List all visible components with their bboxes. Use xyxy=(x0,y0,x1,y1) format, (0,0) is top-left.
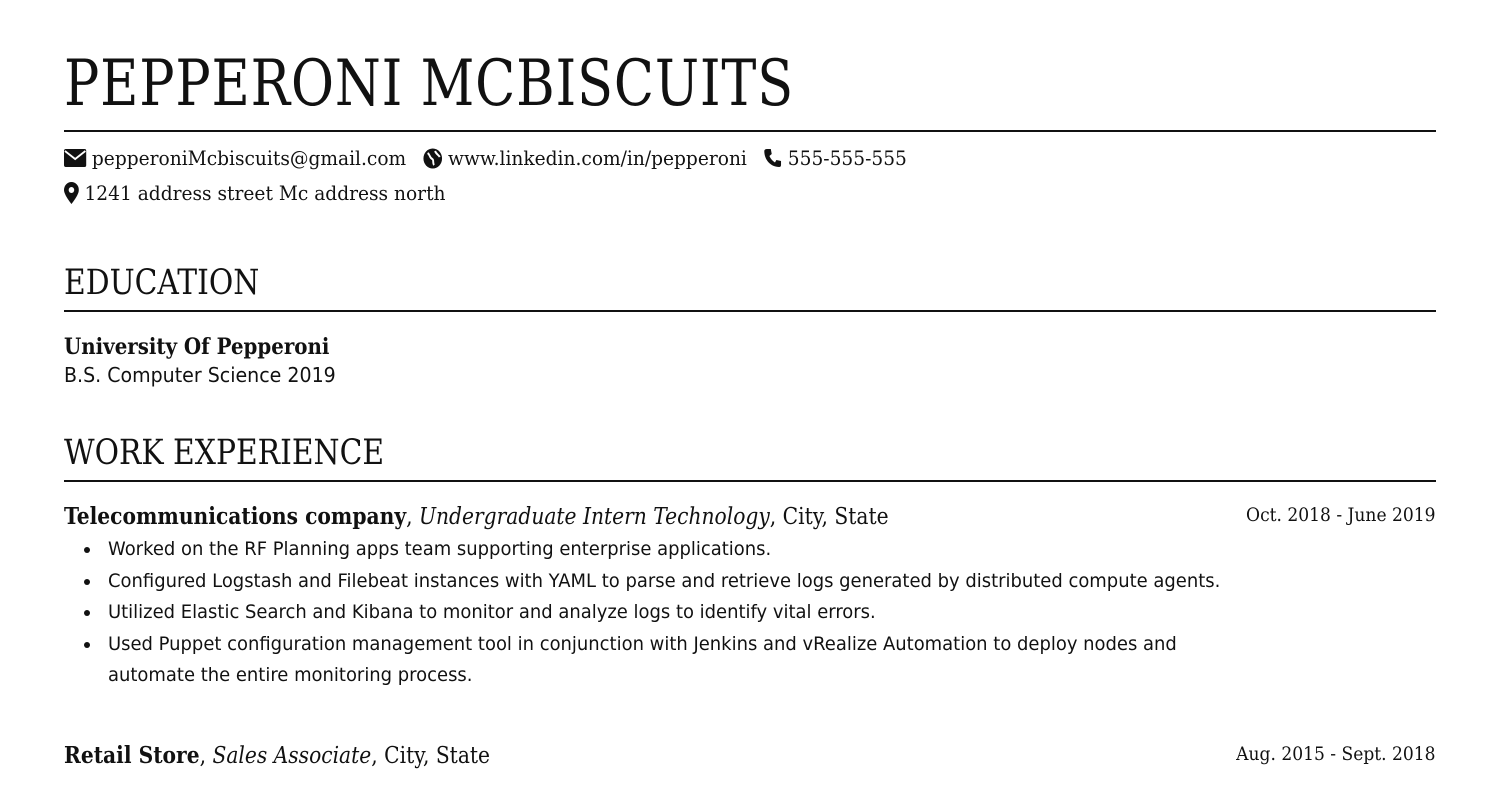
degree-text: B.S. Computer Science 2019 xyxy=(64,363,336,387)
work-section-title: WORK EXPERIENCE xyxy=(64,433,385,473)
education-divider xyxy=(64,310,1436,312)
list-item xyxy=(64,566,1436,598)
job-heading: Retail Store, Sales Associate, City, State xyxy=(64,742,491,769)
job-location: City, State xyxy=(782,504,889,530)
email-contact[interactable] xyxy=(64,146,406,170)
job-dates: Oct. 2018 - June 2019 xyxy=(1246,504,1436,526)
website-contact[interactable] xyxy=(423,146,747,170)
job-role: Sales Associate xyxy=(212,743,372,769)
list-item xyxy=(64,534,1436,566)
work-divider xyxy=(64,480,1436,482)
list-item xyxy=(64,597,1436,629)
list-item xyxy=(64,629,1436,661)
globe-icon xyxy=(423,148,443,169)
list-item-continuation xyxy=(64,660,1436,692)
bullet-text: Configured Logstash and Filebeat instances with YAML to parse and retrieve logs generated by distributed compute agents. xyxy=(108,569,1221,592)
education-section-title: EDUCATION xyxy=(64,263,260,303)
job-heading: Telecommunications company, Undergraduate Intern Technology, City, State xyxy=(64,503,889,530)
map-marker-icon xyxy=(64,182,79,204)
job-dates: Aug. 2015 - Sept. 2018 xyxy=(1236,743,1436,765)
phone-icon xyxy=(764,148,783,168)
address-text: 1241 address street Mc address north xyxy=(84,181,446,205)
phone-text: 555-555-555 xyxy=(787,146,907,170)
website-text: www.linkedin.com/in/pepperoni xyxy=(448,146,747,170)
job-company: Retail Store xyxy=(64,742,200,769)
address-contact xyxy=(64,181,446,205)
header-divider xyxy=(64,130,1436,132)
envelope-icon xyxy=(64,149,86,167)
email-text: pepperoniMcbiscuits@gmail.com xyxy=(91,146,407,170)
bullet-text: Utilized Elastic Search and Kibana to monitor and analyze logs to identify vital errors. xyxy=(108,601,876,623)
contact-row-primary xyxy=(64,146,924,170)
bullet-text: Worked on the RF Planning apps team supporting enterprise applications. xyxy=(108,538,772,560)
bullet-text: automate the entire monitoring process. xyxy=(108,664,473,686)
job-company: Telecommunications company xyxy=(64,503,407,530)
school-name: University Of Pepperoni xyxy=(64,334,330,360)
phone-contact[interactable] xyxy=(764,146,907,170)
bullet-text: Used Puppet configuration management tool in conjunction with Jenkins and vRealize Automation to deploy nodes and xyxy=(108,632,1177,655)
job-role: Undergraduate Intern Technology xyxy=(418,504,770,530)
contact-row-secondary xyxy=(64,181,462,205)
candidate-name: PEPPERONI MCBISCUITS xyxy=(64,47,795,121)
job-bullet-list xyxy=(64,534,1436,692)
job-location: City, State xyxy=(384,743,491,769)
